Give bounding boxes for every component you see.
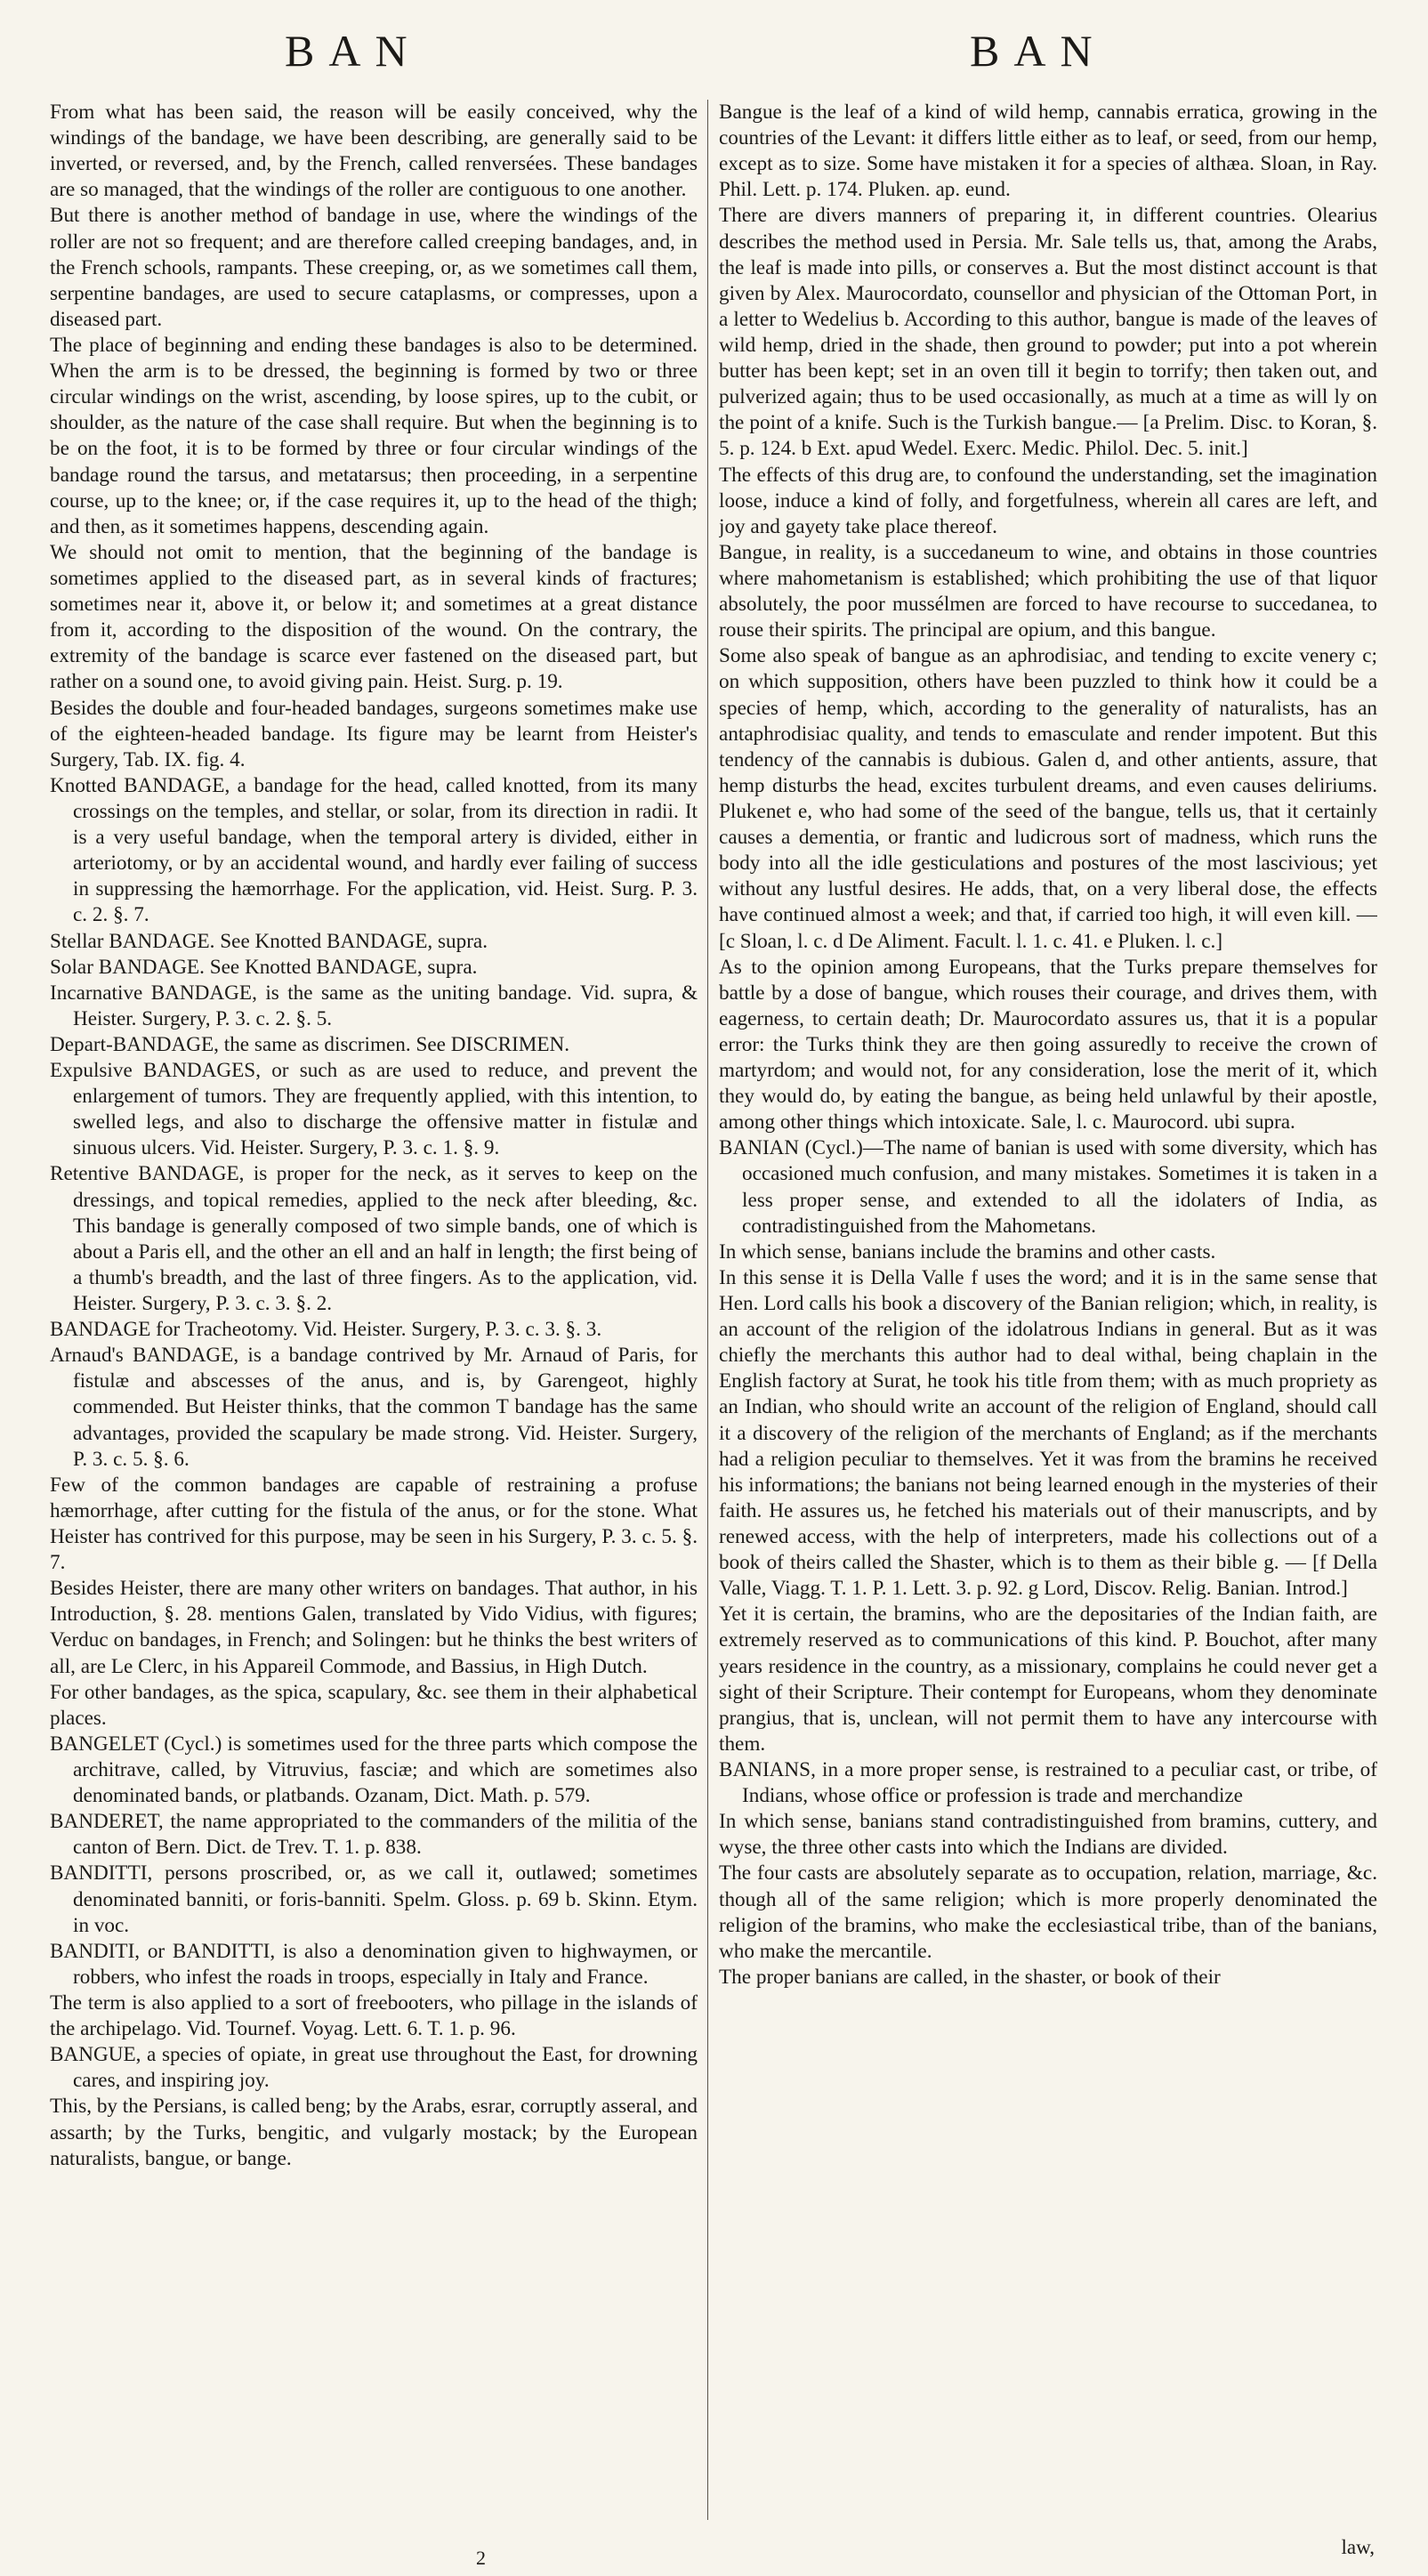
paragraph: We should not omit to mention, that the beginning of the bandage is sometimes applied to the diseased part, as in several kinds of fractures; sometimes near it, above it, or below it; and sometimes at a great distance from it, according to the disposition of the wound. On the contrary, the extremity of the bandage is scarce ever fastened on the diseased part, but rather on a sound one, to avoid giving pain. Heist. Surg. p. 19. — [50, 540, 698, 694]
paragraph: In this sense it is Della Valle f uses the word; and it is in the same sense that Hen. Lord calls his book a discovery of the Banian religion; which, in reality, is an account of the religion of the idolatrous Indians in general. But as it was chiefly the merchants this author had to deal withal, being chaplain in the English factory at Surat, he took his title from them; with as much propriety as an Indian, who should write an account of the religion of England, should call it a discovery of the religion of the merchants of England; as if the merchants had a religion peculiar to themselves. Yet it was from the bramins he received his informations; the banians not being learned enough in the mysteries of their faith. He assures us, he fetched his materials out of their manuscripts, and by renewed access, with the help of interpreters, made his collections out of a book of theirs called the Shaster, which is to them as their bible g. — [f Della Valle, Viagg. T. 1. P. 1. Lett. 3. p. 92. g Lord, Discov. Relig. Banian. Introd.] — [719, 1265, 1377, 1601]
right-column — [719, 100, 1377, 2529]
paragraph: The term is also applied to a sort of freebooters, who pillage in the islands of the archipelago. Vid. Tournef. Voyag. Lett. 6. T. 1. p. 96. — [50, 1991, 698, 2041]
paragraph: In which sense, banians stand contradistinguished from bramins, cuttery, and wyse, the three other casts into which the Indians are divided. — [719, 1810, 1377, 1860]
left-column — [50, 100, 698, 2529]
paragraph: BANIAN (Cycl.)—The name of banian is used with some diversity, which has occasioned much confusion, and many mistakes. Sometimes it is taken in a less proper sense, and extended to all the idolaters of India, as contradistinguished from the Mahometans. — [719, 1136, 1377, 1238]
column-rule — [707, 100, 708, 2520]
paragraph: From what has been said, the reason will be easily conceived, why the windings of the bandage, we have been describing, are generally said to be inverted, or reversed, and, by the French, called renversées. These bandages are so managed, that the windings of the roller are contiguous to one another. — [50, 101, 698, 202]
paragraph: BANDAGE for Tracheotomy. Vid. Heister. Surgery, P. 3. c. 3. §. 3. — [50, 1318, 602, 1342]
paragraph: BANDERET, the name appropriated to the commanders of the militia of the canton of Bern. Dict. de Trev. T. 1. p. 838. — [50, 1810, 698, 1860]
paragraph: Few of the common bandages are capable of restraining a profuse hæmorrhage, after cutting for the fistula of the anus, or for the stone. What Heister has contrived for this purpose, may be seen in his Surgery, P. 3. c. 5. §. 7. — [50, 1473, 698, 1575]
paragraph: Incarnative BANDAGE, is the same as the uniting bandage. Vid. supra, & Heister. Surgery, P. 3. c. 2. §. 5. — [50, 981, 698, 1030]
folio-number: 2 — [476, 2547, 486, 2569]
paragraph: BANGELET (Cycl.) is sometimes used for the three parts which compose the architrave, called, by Vitruvius, fasciæ; and which are sometimes also denominated bands, or platbands. Ozanam, Dict. Math. p. 579. — [50, 1732, 698, 1808]
paragraph: Yet it is certain, the bramins, who are the depositaries of the Indian faith, are extremely reserved as to communications of this kind. P. Bouchot, after many years residence in the country, as a missionary, complains he could never get a sight of their Scripture. Their contempt for Europeans, whom they denominate prangius, that is, unclean, will not permit them to have any intercourse with them. — [719, 1603, 1377, 1756]
paragraph: This, by the Persians, is called beng; by the Arabs, esrar, corruptly asseral, and assarth; by the Turks, bengitic, and vulgarly mostack; by the European naturalists, bangue, or bange. — [50, 2095, 698, 2170]
paragraph: The effects of this drug are, to confound the understanding, set the imagination loose, induce a kind of folly, and forgetfulness, wherein all cares are left, and joy and gayety take place thereof. — [719, 463, 1377, 538]
paragraph: In which sense, banians include the bramins and other casts. — [719, 1240, 1216, 1264]
paragraph: Depart-BANDAGE, the same as discrimen. See DISCRIMEN. — [50, 1032, 570, 1056]
paragraph: BANGUE, a species of opiate, in great use throughout the East, for drowning cares, and inspiring joy. — [50, 2043, 698, 2093]
paragraph: For other bandages, as the spica, scapulary, &c. see them in their alphabetical places. — [50, 1680, 698, 1730]
paragraph: Bangue, in reality, is a succedaneum to wine, and obtains in those countries where mahometanism is established; which prohibiting the use of that liquor absolutely, the poor mussélmen are forced to have recourse to succedanea, to rouse their spirits. The principal are opium, and this bangue. — [719, 540, 1377, 642]
paragraph: Arnaud's BANDAGE, is a bandage contrived by Mr. Arnaud of Paris, for fistulæ and abscesses of the anus, and is, by Garengeot, highly commended. But Heister thinks, that the common T bandage has the same advantages, provided the scapulary be made strong. Vid. Heister. Surgery, P. 3. c. 5. §. 6. — [50, 1344, 698, 1471]
paragraph: As to the opinion among Europeans, that the Turks prepare themselves for battle by a dose of bangue, which rouses their courage, and drives them, with eagerness, to certain death; Dr. Maurocordato assures us, that it is a popular error: the Turks think they are then going assuredly to receive the crown of martyrdom; and would not, for any consideration, lose the merit of it, which they would do, by eating the bangue, as being held unlawful by their apostle, among other things which intoxicate. Sale, l. c. Maurocord. ubi supra. — [719, 955, 1377, 1135]
running-head-left: BAN — [285, 26, 422, 76]
running-head-right: BAN — [970, 26, 1107, 76]
paragraph: Expulsive BANDAGES, or such as are used to reduce, and prevent the enlargement of tumors. They are frequently applied, with this intention, to swelled legs, and also to discharge the offensive matter in fistulæ and sinuous ulcers. Vid. Heister. Surgery, P. 3. c. 1. §. 9. — [50, 1059, 698, 1160]
paragraph: Knotted BANDAGE, a bandage for the head, called knotted, from its many crossings on the temples, and stellar, or solar, from its direction in radii. It is a very useful bandage, when the temporal artery is divided, either in arteriotomy, or by an accidental wound, and hardly ever failing of success in suppressing the hæmorrhage. For the application, vid. Heist. Surg. P. 3. c. 2. §. 7. — [50, 773, 698, 927]
paragraph: Besides Heister, there are many other writers on bandages. That author, in his Introduction, §. 28. mentions Galen, translated by Vido Vidius, with figures; Verduc on bandages, in French; and Solingen: but he thinks the best writers of all, are Le Clerc, in his Appareil Commode, and Bassius, in High Dutch. — [50, 1577, 698, 1678]
paragraph: Solar BANDAGE. See Knotted BANDAGE, supra. — [50, 955, 478, 979]
paragraph: The proper banians are called, in the shaster, or book of their — [719, 1965, 1221, 1989]
paragraph: BANDITI, or BANDITTI, is also a denomination given to highwaymen, or robbers, who infest the roads in troops, especially in Italy and France. — [50, 1939, 698, 1989]
paragraph: Retentive BANDAGE, is proper for the neck, as it serves to keep on the dressings, and topical remedies, applied to the neck after bleeding, &c. This bandage is generally composed of two simple bands, one of which is about a Paris ell, and the other an ell and an half in length; the first being of a thumb's breadth, and the last of three fingers. As to the application, vid. Heister. Surgery, P. 3. c. 3. §. 2. — [50, 1162, 698, 1316]
paragraph: The four casts are absolutely separate as to occupation, relation, marriage, &c. though all of the same religion; which is more properly denominated the religion of the bramins, who make the ecclesiastical tribe, than of the banians, who make the mercantile. — [719, 1861, 1377, 1963]
paragraph: Some also speak of bangue as an aphrodisiac, and tending to excite venery c; on which supposition, others have been puzzled to think how it could be a species of hemp, which, according to the generality of naturalists, has an antaphrodisiac quality, and tends to emasculate and render impotent. But this tendency of the cannabis is dubious. Galen d, and other antients, assure, that hemp disturbs the head, excites turbulent dreams, and even causes deliriums. Plukenet e, who had some of the seed of the bangue, tells us, that it certainly causes a dementia, or frantic and ludicrous sort of madness, which runs the body into all the idle gesticulations and postures of the most lascivious; yet without any lustful desires. He adds, that, on a very liberal dose, the effects have continued almost a week; and that, if carried too high, it will even kill. — [c Sloan, l. c. d De Aliment. Facult. l. 1. c. 41. e Pluken. l. c.] — [719, 644, 1377, 953]
paragraph: The place of beginning and ending these bandages is also to be determined. When the arm is to be dressed, the beginning is formed by two or three circular windings on the wrist, ascending, by loose spires, up to the cubit, or shoulder, as the nature of the case shall require. But when the beginning is to be on the foot, it is to be formed by three or four circular windings of the bandage round the tarsus, and metatarsus; then proceeding, in a serpentine course, up to the knee; or, if the case requires it, up to the head of the thigh; and then, as it sometimes happens, descending again. — [50, 333, 698, 538]
paragraph: BANDITTI, persons proscribed, or, as we call it, outlawed; sometimes denominated banniti, or foris-banniti. Spelm. Gloss. p. 69 b. Skinn. Etym. in voc. — [50, 1861, 698, 1937]
paragraph: BANIANS, in a more proper sense, is restrained to a peculiar cast, or tribe, of Indians, whose office or profession is trade and merchandize — [719, 1758, 1377, 1808]
catchword: law, — [1341, 2536, 1375, 2558]
paragraph: There are divers manners of preparing it, in different countries. Olearius describes the method used in Persia. Mr. Sale tells us, that, among the Arabs, the leaf is made into pills, or conserves a. But the most distinct account is that given by Alex. Maurocordato, counsellor and physician of the Ottoman Port, in a letter to Wedelius b. According to this author, bangue is made of the leaves of wild hemp, dried in the shade, then ground to powder; put into a pot wherein butter has been kept; set in an oven till it begin to torrify; then taken out, and pulverized again; thus to be used occasionally, as much at a time as will ly on the point of a knife. Such is the Turkish bangue.— [a Prelim. Disc. to Koran, §. 5. p. 124. b Ext. apud Wedel. Exerc. Medic. Philol. Dec. 5. init.] — [719, 204, 1377, 461]
paragraph: Besides the double and four-headed bandages, surgeons sometimes make use of the eighteen-headed bandage. Its figure may be learnt from Heister's Surgery, Tab. IX. fig. 4. — [50, 696, 698, 771]
paragraph: Bangue is the leaf of a kind of wild hemp, cannabis erratica, growing in the countries of the Levant: it differs little either as to leaf, or seed, from our hemp, except as to size. Some have mistaken it for a species of althæa. Sloan, in Ray. Phil. Lett. p. 174. Pluken. ap. eund. — [719, 101, 1377, 202]
paragraph: Stellar BANDAGE. See Knotted BANDAGE, supra. — [50, 929, 488, 953]
paragraph: But there is another method of bandage in use, where the windings of the roller are not so frequent; and are therefore called creeping bandages, and, in the French schools, rampants. These creeping, or, as we sometimes call them, serpentine bandages, are used to secure cataplasms, or compresses, upon a diseased part. — [50, 204, 698, 331]
